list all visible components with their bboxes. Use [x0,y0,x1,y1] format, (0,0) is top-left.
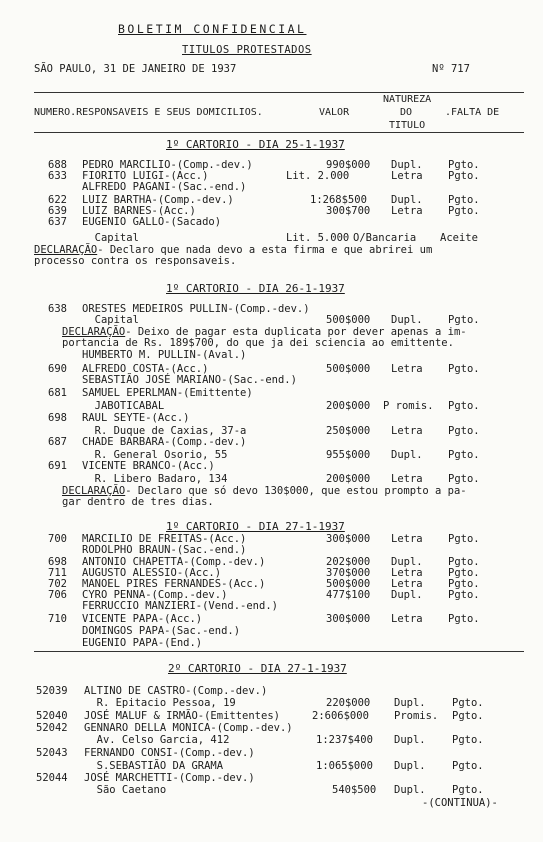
row-name: FERNANDO CONSI-(Comp.-dev.) [84,747,255,759]
row-value: 200$000 [326,473,371,485]
row-falta: Pgto. [448,205,480,217]
bulletin-number: Nº 717 [432,63,470,75]
row-name: DOMINGOS PAPA-(Sac.-end.) [82,625,241,637]
row-value: 202$000 [326,556,371,568]
row-falta: Pgto. [448,556,480,568]
section-heading: 1º CARTORIO - DIA 26-1-1937 [166,282,345,295]
row-name: JABOTICABAL [82,400,165,412]
row-name: São Caetano [84,784,167,796]
dateline: SÃO PAULO, 31 DE JANEIRO DE 1937 [34,63,237,75]
row-nature: Dupl. [391,314,423,326]
row-name: FIORITO LUIGI-(Acc.) [82,170,209,182]
row-falta: Pgto. [448,473,480,485]
row-falta: Pgto. [448,578,480,590]
row-falta: Aceite [440,232,478,244]
row-falta: Pgto. [452,734,484,746]
row-name: PEDRO MARCILIO-(Comp.-dev.) [82,159,253,171]
row-nature: Letra [391,613,423,625]
row-value: 2:606$000 [312,710,369,722]
row-nature: Letra [391,533,423,545]
row-name: LUIZ BARNES-(Acc.) [82,205,196,217]
column-numero-responsaveis: NUMERO.RESPONSAVEIS E SEUS DOMICILIOS. [34,107,263,118]
row-number: 710 [48,613,67,625]
row-falta: Pgto. [448,314,480,326]
row-number: 52043 [36,747,68,759]
row-falta: Pgto. [452,760,484,772]
row-number: 691 [48,460,67,472]
row-value: 220$000 [326,697,371,709]
column-natureza-l3: TITULO [389,120,426,131]
row-name: MANOEL PIRES FERNANDES-(Acc.) [82,578,266,590]
row-number: 638 [48,303,67,315]
declaration-continuation: processo contra os responsaveis. [34,255,237,267]
row-value: 300$000 [326,613,371,625]
row-number: 698 [48,412,67,424]
row-falta: Pgto. [452,784,484,796]
row-number: 687 [48,436,67,448]
header-rule-bottom [34,132,524,133]
row-name: R. Epitacio Pessoa, 19 [84,697,236,709]
row-name: R. General Osorio, 55 [82,449,228,461]
section-heading: 2º CARTORIO - DIA 27-1-1937 [168,662,347,675]
row-nature: Letra [391,567,423,579]
row-falta: Pgto. [452,710,484,722]
row-name: ALFREDO PAGANI-(Sac.-end.) [82,181,247,193]
row-number: 706 [48,589,67,601]
row-value: 477$100 [326,589,371,601]
row-nature: Letra [391,473,423,485]
row-name: R. Duque de Caxias, 37-a [82,425,247,437]
row-nature: Promis. [394,710,439,722]
bulletin-subtitle: TITULOS PROTESTADOS [182,44,312,56]
row-name: LUIZ BARTHA-(Comp.-dev.) [82,194,234,206]
row-number: 637 [48,216,67,228]
row-name: JOSÉ MARCHETTI-(Comp.-dev.) [84,772,255,784]
column-natureza-l2: DO [400,107,413,118]
row-falta: Pgto. [448,194,480,206]
row-number: 698 [48,556,67,568]
row-name: GENNARO DELLA MONICA-(Comp.-dev.) [84,722,293,734]
row-nature: Dupl. [394,784,426,796]
row-nature: P romis. [383,400,434,412]
row-number: 633 [48,170,67,182]
row-name: RAUL SEYTE-(Acc.) [82,412,190,424]
row-name: CHADE BARBARA-(Comp.-dev.) [82,436,247,448]
row-number: 52042 [36,722,68,734]
row-falta: Pgto. [448,449,480,461]
continua-note: -(CONTINUA)- [422,797,498,809]
row-value: 1:237$400 [316,734,373,746]
row-number: 52040 [36,710,68,722]
row-falta: Pgto. [448,613,480,625]
row-falta: Pgto. [448,589,480,601]
row-falta: Pgto. [448,170,480,182]
row-name: Av. Celso Garcia, 412 [84,734,230,746]
row-value: 370$000 [326,567,371,579]
row-nature: Dupl. [391,589,423,601]
row-value: 1:268$500 [310,194,367,206]
row-falta: Pgto. [448,400,480,412]
row-name: S.SEBASTIÃO DA GRAMA [84,760,224,772]
row-value: 990$000 [326,159,371,171]
row-name: Capital [82,232,139,244]
row-value: 955$000 [326,449,371,461]
row-name: MARCILIO DE FREITAS-(Acc.) [82,533,247,545]
row-falta: Pgto. [452,697,484,709]
row-value: Lit. 2.000 [286,170,350,182]
declaration-continuation: gar dentro de tres dias. [62,496,214,508]
declaration-text: - Declaro que só devo 130$000, que estou prompto a pa- [125,485,467,497]
row-value: 200$000 [326,400,371,412]
row-number: 52039 [36,685,68,697]
row-name: ALFREDO COSTA-(Acc.) [82,363,209,375]
row-name: EUGENIO PAPA-(End.) [82,637,203,649]
bulletin-title: BOLETIM CONFIDENCIAL [118,22,307,36]
row-value: Lit. 5.000 [286,232,350,244]
row-name: RODOLPHO BRAUN-(Sac.-end.) [82,544,247,556]
row-name: SEBASTIÃO JOSÉ MARIANO-(Sac.-end.) [82,374,297,386]
declaration-text: - Declaro que nada devo a esta firma e que abrirei um [97,244,433,256]
row-falta: Pgto. [448,567,480,579]
row-name: AUGUSTO ALESSIO-(Acc.) [82,567,222,579]
row-nature: Letra [391,425,423,437]
row-number: 639 [48,205,67,217]
row-value: 300$000 [326,533,371,545]
row-falta: Pgto. [448,363,480,375]
declaration-label: DECLARAÇÃO [34,244,98,256]
row-name: ORESTES MEDEIROS PULLIN-(Comp.-dev.) [82,303,310,315]
row-nature: Dupl. [391,159,423,171]
declaration-label: DECLARAÇÃO [62,485,126,497]
row-value: 500$000 [326,314,371,326]
row-nature: Dupl. [394,697,426,709]
row-name: EUGENIO GALLO-(Sacado) [82,216,222,228]
row-number: 622 [48,194,67,206]
row-value: 500$000 [326,363,371,375]
row-nature: Dupl. [394,734,426,746]
row-name: VICENTE BRANCO-(Acc.) [82,460,215,472]
row-name: ALTINO DE CASTRO-(Comp.-dev.) [84,685,268,697]
row-nature: O/Bancaria [353,232,417,244]
row-nature: Dupl. [391,449,423,461]
declaration-label: DECLARAÇÃO [62,326,126,338]
row-falta: Pgto. [448,159,480,171]
row-falta: Pgto. [448,425,480,437]
row-name: HUMBERTO M. PULLIN-(Aval.) [82,349,247,361]
header-rule-top [34,92,524,93]
row-nature: Dupl. [391,194,423,206]
row-nature: Dupl. [394,760,426,772]
section-heading: 1º CARTORIO - DIA 25-1-1937 [166,138,345,151]
row-name: VICENTE PAPA-(Acc.) [82,613,203,625]
row-name: CYRO PENNA-(Comp.-dev.) [82,589,228,601]
row-nature: Letra [391,205,423,217]
row-value: 1:065$000 [316,760,373,772]
row-name: ANTONIO CHAPETTA-(Comp.-dev.) [82,556,266,568]
row-name: FERRUCCIO MANZIERI-(Vend.-end.) [82,600,278,612]
row-value: 500$000 [326,578,371,590]
column-falta: .FALTA DE [445,107,500,118]
row-nature: Letra [391,363,423,375]
row-nature: Letra [391,170,423,182]
row-falta: Pgto. [448,533,480,545]
section-rule [34,651,524,652]
row-number: 688 [48,159,67,171]
column-valor: VALOR [319,107,350,118]
row-number: 711 [48,567,67,579]
row-value: 540$500 [332,784,377,796]
row-name: Capital [82,314,139,326]
row-number: 52044 [36,772,68,784]
row-number: 700 [48,533,67,545]
row-nature: Dupl. [391,556,423,568]
declaration-text: - Deixo de pagar esta duplicata por dever apenas a im- [125,326,467,338]
row-nature: Letra [391,578,423,590]
column-natureza-l1: NATUREZA [383,94,432,105]
section-heading: 1º CARTORIO - DIA 27-1-1937 [166,520,345,533]
row-name: JOSÉ MALUF & IRMÃO-(Emittentes) [84,710,280,722]
row-number: 690 [48,363,67,375]
row-name: R. Libero Badaro, 134 [82,473,228,485]
declaration-continuation: portancia de Rs. 189$700, do que ja dei sciencia ao emittente. [62,337,454,349]
row-name: SAMUEL EPERLMAN-(Emittente) [82,387,253,399]
row-value: 250$000 [326,425,371,437]
row-value: 300$700 [326,205,371,217]
row-number: 702 [48,578,67,590]
row-number: 681 [48,387,67,399]
